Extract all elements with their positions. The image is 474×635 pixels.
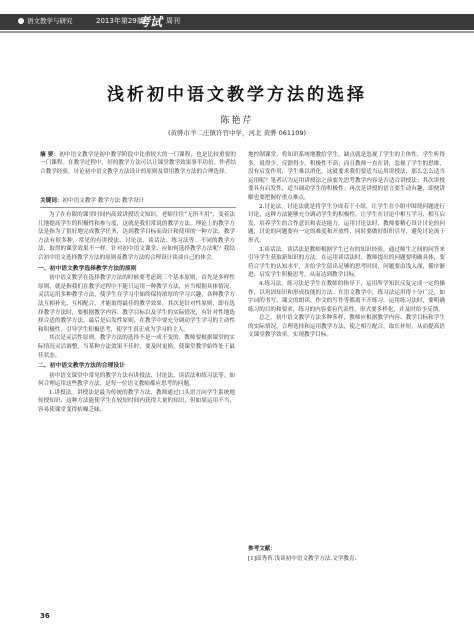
issue-label: 2013年第29期 — [96, 17, 144, 25]
paragraph: 初中语文课堂中常见的教学方法有讲授法、讨论法、谈话法和练习法等。如何合理运用这些教学方法，是每一位语文教师都应思考的问题。 — [38, 372, 235, 388]
keywords-label: 关键词： — [40, 198, 63, 204]
abstract-text: 初中语文教学是初中教学阶段中比重较大的一门课程，也是比较重要的一门课程。在教学过程中，好的教学方法可以让课堂教学效果事半功倍。作者结合教学经验，讨论初中语文教学方法设计的原则及常用教学方法的合理选择。 — [40, 152, 236, 175]
page-number: 36 — [40, 612, 50, 620]
article-author: 陈艳芹 — [220, 116, 254, 126]
journal-brand: 考试 — [138, 15, 163, 29]
journal-header — [0, 0, 474, 38]
bullet-icon — [18, 18, 24, 24]
journal-brand-sub: 周刊 — [166, 17, 180, 25]
keywords — [40, 196, 236, 204]
abstract-divider — [40, 207, 236, 208]
column-tag — [18, 16, 73, 25]
article-title: 浅析初中语文教学方法的选择 — [107, 85, 367, 105]
section-heading: 二、初中语文教学方法的合理设计 — [38, 363, 125, 370]
abstract-label: 摘 要： — [40, 152, 60, 158]
paragraph: 总之，初中语文教学方法多种多样，教师应根据教学内容、教学目标和学生的实际情况，合理选择和运用教学方法，使之相互配合，取长补短，从而提高语文课堂教学效率，实现教学目标。 — [248, 315, 445, 339]
author-affiliation: (黄骅市羊二庄镇许官中学，河北 黄骅 061109) — [167, 129, 307, 137]
paragraph: 初中语文教学在选择教学方法的时候要考虑到三个基本原则，首先是多样性原则，就是指我们在教学过程中不能只运用一种教学方法，应当根据具体情况，灵活运用多种教学方法，使学生在学习中始终保持浓厚的学习兴趣，各种教学方法互相补充、互相配合，才能取得最佳的教学效果。其次是针对性原则，即在选择教学方法时，要根据教学内容、教学目标以及学生的实际情况，有针对性地选择合适的教学方法。最后是启发性原则，在教学中要充分调动学生学习的主动性和积极性，引导学生积极思考，使学生真正成为学习的主人。 — [38, 275, 235, 333]
header-rule — [0, 31, 474, 33]
paragraph: 3.谈话法。谈话法是教师根据学生已有的知识经验，通过师生之间的问答来引导学生获取新知识的方法。在运用谈话法时，教师提出的问题要明确具体，要符合学生的认知水平，并给学生留出足够的思考时间，问题要由浅入深，循序渐进，启发学生积极思考，从而达到教学目标。 — [248, 246, 445, 279]
paragraph: 其次是灵活性原则，教学方法的选择不是一成不变的，教师要根据课堂的实际情况灵活调整，当某种方法效果不佳时，要及时更换，使课堂教学始终处于最佳状态。 — [38, 335, 235, 359]
abstract — [40, 151, 236, 176]
right-column — [248, 151, 445, 340]
references — [248, 545, 445, 564]
paragraph: 4.练习法。练习法是学生在教师的指导下，运用所学知识反复完成一定的操作，以巩固知识和形成技能的方法。在语文教学中，练习法运用得十分广泛，如字词的书写、课文的朗读、作文的写作等都离不开练习。运用练习法时，要明确练习的目的和要求，练习的内容要有代表性，形式要多样化，并及时给予反馈。 — [248, 280, 445, 313]
section-heading: 一、初中语文教学选择教学方法的原则 — [38, 265, 137, 272]
paragraph: 地控制课堂，将知识系统地教给学生，缺点就是忽视了学生的主体性，学生听得多，说得少，反馈得少，积极性不高；而且教师一直在讲，忽视了学生的思维，没有启发作用，学生难以消化。这就要求我们要适当运用讲授法，那么怎么适当运用呢？笔者认为运用讲授法之前要先思考教学内容是否适合讲授法；其次讲授要具有启发性，适当调动学生的积极性；再次是讲授的语言要生动有趣，即便讲解也要把握好重点难点。 — [248, 152, 445, 201]
column-tag-text: 语文教学与研究 — [27, 17, 73, 25]
keywords-text: 初中语文教学 教学方法 教学设计 — [62, 198, 145, 204]
paragraph: 1.讲授法。讲授法是最为传统的教学方法，教师通过口头语言向学生系统地传授知识，这种方法能使学生在较短时间内获得大量的知识，但如果运用不当，容易使课堂变得枯燥乏味。 — [38, 389, 235, 414]
paragraph: 2.讨论法。讨论法就是将学生分成若干小组，让学生在小组中围绕问题进行讨论，这种方法能够充分调动学生的积极性，让学生在讨论中相互学习、相互启发，培养学生的合作意识和表达能力。运用讨论法时，教师要精心设计讨论的问题，讨论的问题要有一定的难度和开放性，同时要做好组织引导，避免讨论流于形式。 — [248, 203, 445, 244]
paragraph: 为了在有限的课堂时间内高效讲授语文知识，老师往往“无所不用”，变着法儿地提高学生的积极性和参与度，这就是我们常说的教学方法。理论上的教学方法是指为了很好地完成教学任务，达到教学目标而设计和使用的一种方法。教学方法有很多种，常见的有讲授法、讨论法、谈话法、练习法等。不同的教学方法，取得的课堂效果不一样。针对初中语文课堂，应如何选择教学方法呢？我结合初中语文选择教学方法的原则及教学方法的合理设计谈谈自己的体会。 — [38, 212, 235, 261]
references-heading: 参考文献： — [248, 546, 276, 552]
reference-item: [1]邱秀苔.浅谈初中语文教学方法.文学教育. — [248, 556, 357, 563]
left-column — [38, 211, 235, 415]
